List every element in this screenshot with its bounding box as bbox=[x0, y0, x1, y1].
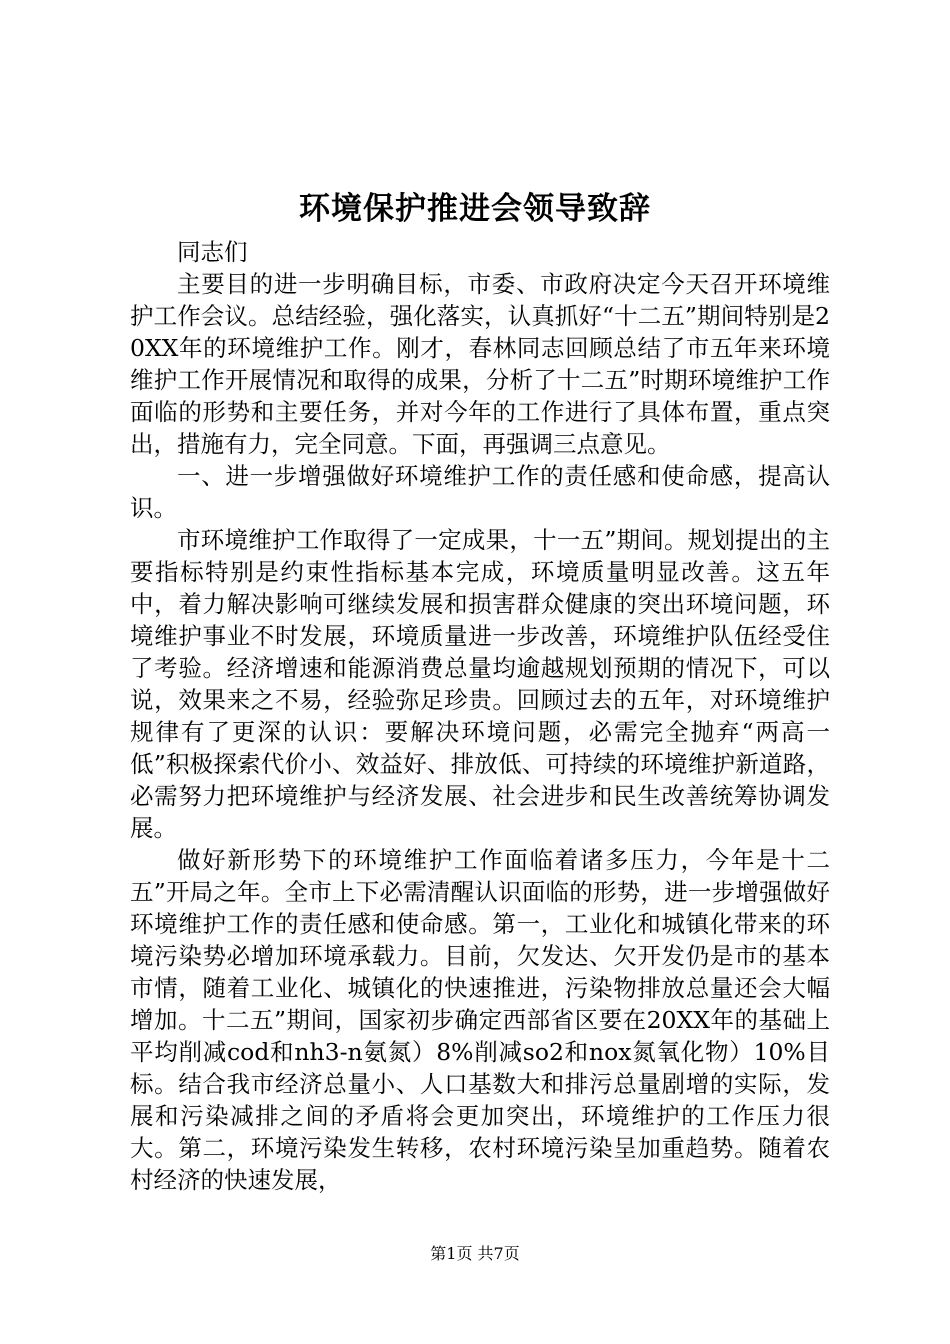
salutation: 同志们 bbox=[177, 238, 248, 266]
document-title: 环境保护推进会领导致辞 bbox=[299, 191, 651, 227]
page-footer: 第1页 共7页 bbox=[430, 1244, 520, 1263]
document-body bbox=[130, 236, 830, 1196]
paragraph-intro: 主要目的进一步明确目标，市委、市政府决定今天召开环境维护工作会议。总结经验，强化落实，认真抓好“十二五”期间特别是20XX年的环境维护工作。刚才，春林同志回顾总结了市五年来环境维护工作开展情况和取得的成果，分析了十二五”时期环境维护工作面临的形势和主要任务，并对今年的工作进行了具体布置，重点突出，措施有力，完全同意。下面，再强调三点意见。 bbox=[130, 270, 830, 458]
paragraph-pressures: 做好新形势下的环境维护工作面临着诸多压力，今年是十二五”开局之年。全市上下必需清醒认识面临的形势，进一步增强做好环境维护工作的责任感和使命感。第一，工业化和城镇化带来的环境污染势必增加环境承载力。目前，欠发达、欠开发仍是市的基本市情，随着工业化、城镇化的快速推进，污染物排放总量还会大幅增加。十二五”期间，国家初步确定西部省区要在20XX年的基础上平均削减cod和nh3-n氨氮）8%削减so2和nox氮氧化物）10%目标。结合我市经济总量小、人口基数大和排污总量剧增的实际，发展和污染减排之间的矛盾将会更加突出，环境维护的工作压力很大。第二，环境污染发生转移，农村环境污染呈加重趋势。随着农村经济的快速发展， bbox=[130, 846, 830, 1194]
paragraph-section-heading: 一、进一步增强做好环境维护工作的责任感和使命感，提高认识。 bbox=[130, 462, 830, 522]
paragraph-achievements: 市环境维护工作取得了一定成果，十一五”期间。规划提出的主要指标特别是约束性指标基本完成，环境质量明显改善。这五年中，着力解决影响可继续发展和损害群众健康的突出环境问题，环境维护事业不时发展，环境质量进一步改善，环境维护队伍经受住了考验。经济增速和能源消费总量均逾越规划预期的情况下，可以说，效果来之不易，经验弥足珍贵。回顾过去的五年，对环境维护规律有了更深的认识：要解决环境问题，必需完全抛弃“两高一低”积极探索代价小、效益好、排放低、可持续的环境维护新道路，必需努力把环境维护与经济发展、社会进步和民生改善统筹协调发展。 bbox=[130, 526, 830, 842]
